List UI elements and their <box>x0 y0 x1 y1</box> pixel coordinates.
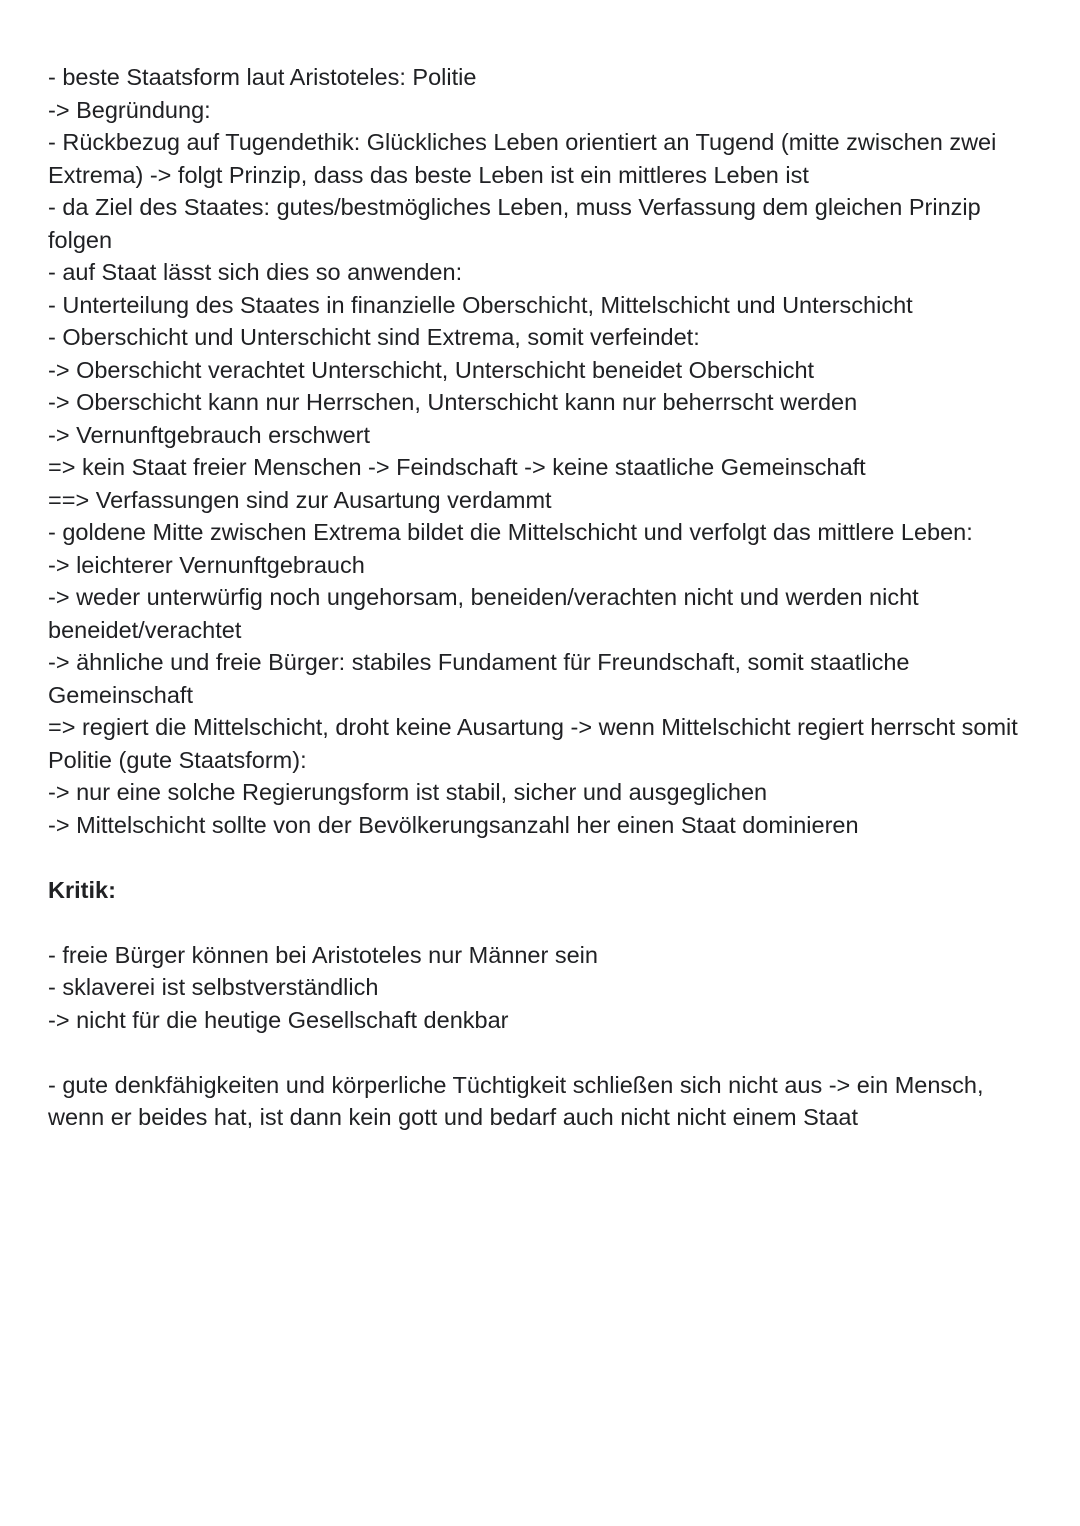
note-line: - Unterteilung des Staates in finanzielle Oberschicht, Mittelschicht und Unterschicht <box>48 291 913 318</box>
critique-line: -> nicht für die heutige Gesellschaft denkbar <box>48 1006 509 1033</box>
spacer <box>48 906 1038 939</box>
note-line: => kein Staat freier Menschen -> Feindschaft -> keine staatliche Gemeinschaft <box>48 454 866 480</box>
note-line: -> weder unterwürfig noch ungehorsam, beneiden/verachten nicht und werden nicht beneidet/verachtet <box>48 584 919 643</box>
note-line: -> Begründung: <box>48 96 211 123</box>
note-line: - Oberschicht und Unterschicht sind Extrema, somit verfeindet: <box>48 324 700 350</box>
note-line: - goldene Mitte zwischen Extrema bildet die Mittelschicht und verfolgt das mittlere Leben: <box>48 519 973 545</box>
note-line: - da Ziel des Staates: gutes/bestmögliches Leben, muss Verfassung dem gleichen Prinzip folgen <box>48 194 981 253</box>
note-line: -> nur eine solche Regierungsform ist stabil, sicher und ausgeglichen <box>48 779 768 805</box>
note-line: -> leichterer Vernunftgebrauch <box>48 551 365 578</box>
note-line: - Rückbezug auf Tugendethik: Glückliches Leben orientiert an Tugend (mitte zwischen zwei Extrema) -> folgt Prinzip, dass das beste Leben ist ein mittleres Leben ist <box>48 129 997 188</box>
note-line: -> Oberschicht kann nur Herrschen, Unterschicht kann nur beherrscht werden <box>48 389 858 415</box>
main-notes <box>48 61 1038 841</box>
note-line: - beste Staatsform laut Aristoteles: Politie <box>48 64 477 90</box>
critique-group-1 <box>48 939 1038 1037</box>
note-line: -> Oberschicht verachtet Unterschicht, Unterschicht beneidet Oberschicht <box>48 356 815 383</box>
spacer <box>48 1036 1038 1069</box>
spacer <box>48 841 1038 874</box>
critique-line: - sklaverei ist selbstverständlich <box>48 974 379 1000</box>
note-line: -> Mittelschicht sollte von der Bevölkerungsanzahl her einen Staat dominieren <box>48 811 859 838</box>
critique-group-2 <box>48 1069 1038 1134</box>
critique-line: - freie Bürger können bei Aristoteles nur Männer sein <box>48 941 598 968</box>
note-line: -> ähnliche und freie Bürger: stabiles Fundament für Freundschaft, somit staatliche Gemeinschaft <box>48 649 910 708</box>
document-page <box>48 61 1038 1134</box>
note-line: - auf Staat lässt sich dies so anwenden: <box>48 259 463 285</box>
note-line: => regiert die Mittelschicht, droht keine Ausartung -> wenn Mittelschicht regiert herrscht somit Politie (gute Staatsform): <box>48 714 1018 773</box>
note-line: ==> Verfassungen sind zur Ausartung verdammt <box>48 486 552 513</box>
critique-line: - gute denkfähigkeiten und körperliche Tüchtigkeit schließen sich nicht aus -> ein Mensch, wenn er beides hat, ist dann kein gott und bedarf auch nicht nicht einem Staat <box>48 1071 984 1130</box>
note-line: -> Vernunftgebrauch erschwert <box>48 421 371 448</box>
critique-heading: Kritik: <box>48 876 116 903</box>
